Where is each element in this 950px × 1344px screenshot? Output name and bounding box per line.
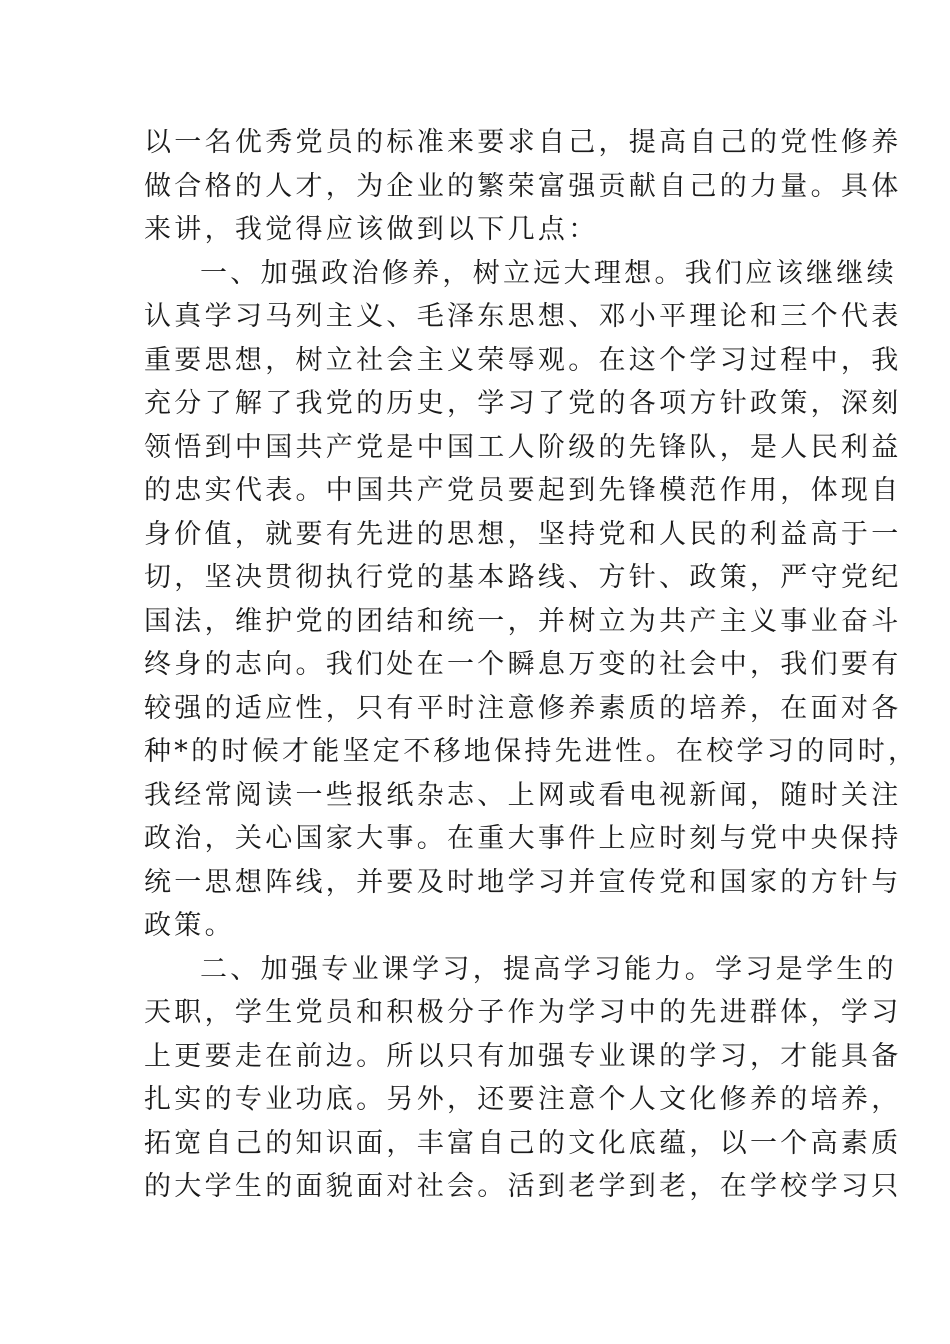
- text-line: 来讲，我觉得应该做到以下几点：: [144, 214, 599, 245]
- text-line: 领悟到中国共产党是中国工人阶级的先锋队，是人民利益: [144, 431, 902, 463]
- text-line: 扎实的专业功底。另外，还要注意个人文化修养的培养，: [144, 1084, 902, 1115]
- text-line: 我经常阅读一些报纸杂志、上网或看电视新闻，随时关注: [144, 779, 902, 811]
- text-line: 重要思想，树立社会主义荣辱观。在这个学习过程中，我: [144, 344, 902, 376]
- text-line: 统一思想阵线，并要及时地学习并宣传党和国家的方针与: [144, 866, 902, 898]
- text-line: 的大学生的面貌面对社会。活到老学到老，在学校学习只: [144, 1171, 902, 1202]
- text-line: 天职，学生党员和积极分子作为学习中的先进群体，学习: [144, 997, 902, 1028]
- paragraph-two-heading-line: 二、加强专业课学习，提高学习能力。学习是学生的: [200, 953, 897, 985]
- paragraph-one-heading-line: 一、加强政治修养，树立远大理想。我们应该继继续: [200, 257, 897, 289]
- text-line: 的忠实代表。中国共产党员要起到先锋模范作用，体现自: [144, 475, 902, 506]
- document-body: [144, 121, 919, 1209]
- text-line: 政策。: [144, 910, 235, 941]
- text-line: 政治，关心国家大事。在重大事件上应时刻与党中央保持: [144, 823, 902, 854]
- text-line: 身价值，就要有先进的思想，坚持党和人民的利益高于一: [144, 518, 902, 550]
- text-line: 以一名优秀党员的标准来要求自己，提高自己的党性修养: [144, 127, 902, 158]
- text-line: 认真学习马列主义、毛泽东思想、邓小平理论和三个代表: [144, 301, 902, 332]
- text-line: 充分了解了我党的历史，学习了党的各项方针政策，深刻: [144, 388, 902, 419]
- text-line: 拓宽自己的知识面，丰富自己的文化底蕴，以一个高素质: [144, 1127, 902, 1159]
- text-line: 国法，维护党的团结和统一，并树立为共产主义事业奋斗: [144, 605, 902, 637]
- text-line: 较强的适应性，只有平时注意修养素质的培养，在面对各: [144, 692, 902, 724]
- text-line: 切，坚决贯彻执行党的基本路线、方针、政策，严守党纪: [144, 562, 902, 593]
- text-line: 做合格的人才，为企业的繁荣富强贡献自己的力量。具体: [144, 170, 902, 202]
- text-line: 上更要走在前边。所以只有加强专业课的学习，才能具备: [144, 1040, 902, 1072]
- text-line: 种*的时候才能坚定不移地保持先进性。在校学习的同时，: [144, 736, 919, 767]
- text-line: 终身的志向。我们处在一个瞬息万变的社会中，我们要有: [144, 649, 902, 680]
